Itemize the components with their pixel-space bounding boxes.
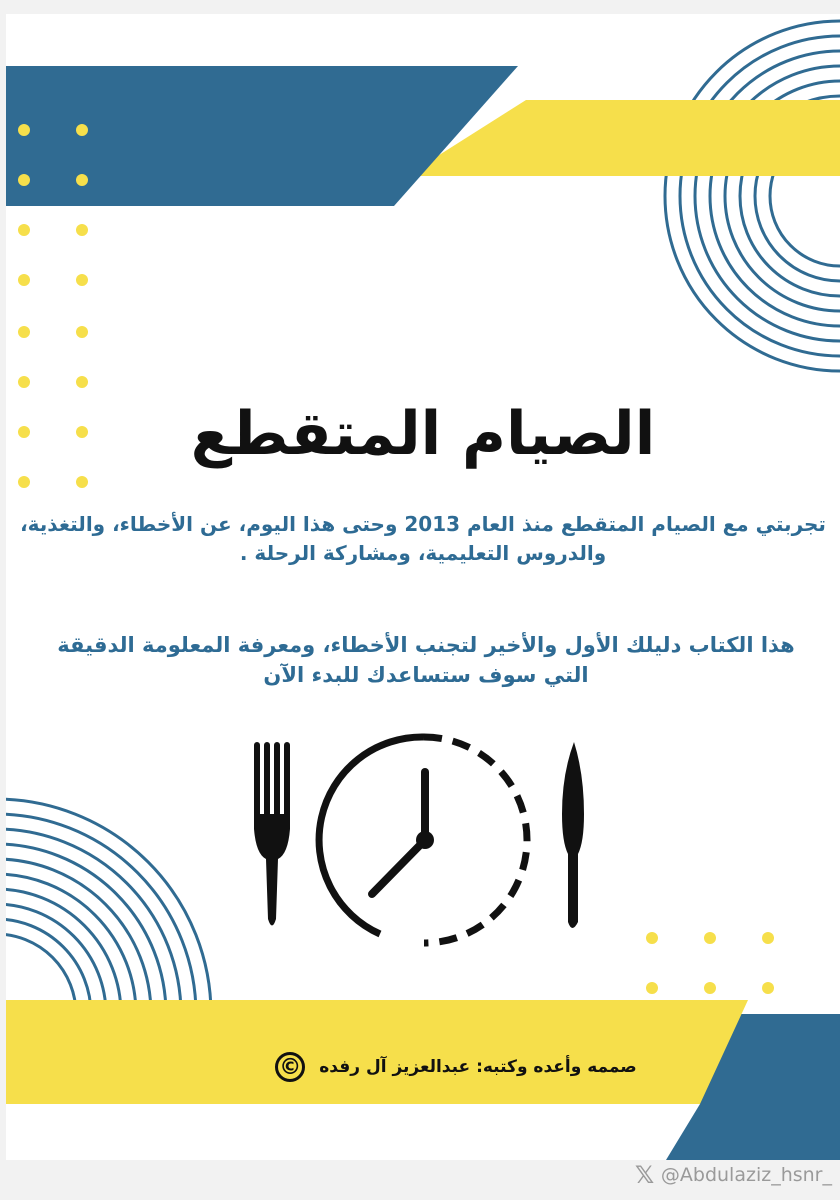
intro-paragraph: تجربتي مع الصيام المتقطع منذ العام 2013 وحتى هذا اليوم، عن الأخطاء، والتغذية، والدروس التعليمية، ومشاركة الرحلة . [20, 512, 826, 565]
watermark-handle: @Abdulaziz_hsnr_ [660, 1164, 832, 1186]
copyright-icon: © [275, 1052, 305, 1082]
watermark [634, 1161, 832, 1189]
knife-icon [562, 742, 584, 928]
author-credit [236, 1052, 676, 1082]
credit-text: صممه وأعده وكتبه: عبدالعزيز آل رفده [319, 1057, 637, 1077]
poster [6, 14, 840, 1160]
fork-icon [254, 742, 290, 926]
x-logo-icon: 𝕏 [634, 1161, 655, 1189]
plate-icons [6, 14, 840, 1160]
book-description: هذا الكتاب دليلك الأول والأخير لتجنب الأخطاء، ومعرفة المعلومة الدقيقة التي سوف ستساعدك للبدء الآن [57, 633, 795, 688]
poster-title: الصيام المتقطع [190, 399, 656, 469]
clock-icon [319, 737, 527, 943]
